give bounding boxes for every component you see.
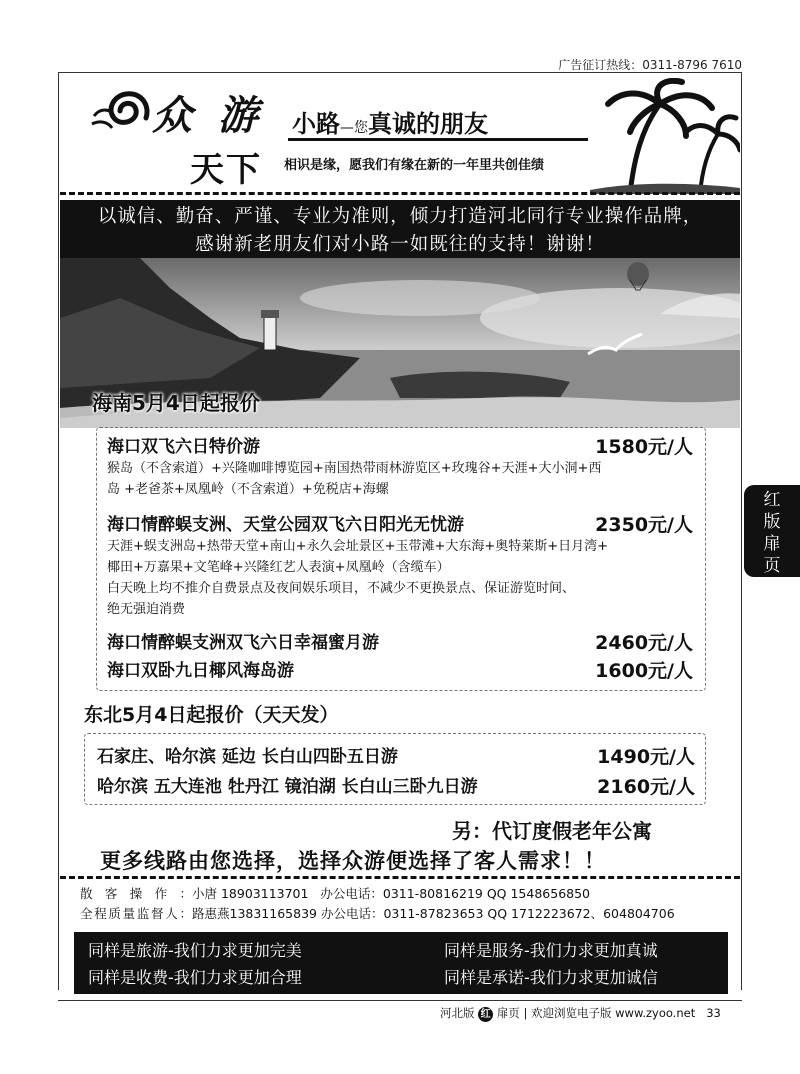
contact-person: 小唐 18903113701 [192,886,309,901]
page-number: 33 [706,1006,721,1020]
slogan-part1: 小路 [292,110,340,138]
route-price: 1580元/人 [595,436,693,458]
dongbei-heading: 东北5月4日起报价（天天发） [84,704,339,726]
contact-row [80,884,675,904]
extra-note: 另：代订度假老年公寓 [452,819,652,843]
office-phone: 0311-80816219 QQ 1548656850 [382,886,591,901]
promise-slogan: 同样是承诺-我们力求更加诚信 [444,968,658,987]
frame-top [58,72,742,73]
route-title: 海口双飞六日特价游 [107,437,260,457]
office-label: 办公电话： [320,906,384,921]
banner-line-1: 以诚信、勤奋、严谨、专业为准则，倾力打造河北同行专业操作品牌， [97,206,703,227]
palm-tree-icon [590,78,740,194]
office-phone: 0311-87823653 QQ 1712223672、604804706 [383,906,675,921]
route-price: 2460元/人 [595,632,693,654]
banner-line-2: 感谢新老朋友们对小路一如既往的支持！谢谢！ [195,234,605,255]
side-tab-char: 扉 [763,534,781,554]
contact-row [80,904,675,924]
frame-left [58,72,59,990]
side-tab-char: 红 [763,490,781,510]
slogan-part2: 真诚的朋友 [368,110,488,138]
contacts [80,884,675,924]
swirl-logo-icon [90,86,152,136]
route-title: 海口情醉蜈支洲双飞六日幸福蜜月游 [107,633,379,653]
route-detail: 椰田+万嘉果+文笔峰+兴隆红艺人表演+凤凰岭（含缆车） [107,560,450,575]
hainan-routes-box [96,427,706,691]
dongbei-routes-box [84,733,706,805]
footer-page-label: 扉页 [496,1006,520,1020]
header-divider [60,192,740,195]
route-detail: 天涯+蜈支洲岛+热带天堂+南山+永久会址景区+玉带滩+大东海+奥特莱斯+日月湾+ [107,539,609,554]
route-detail: 猴岛（不含索道）+兴隆咖啡博览园+南国热带雨林游览区+玫瑰谷+天涯+大小洞+西 [107,461,602,476]
route-detail: 岛 +老爸茶+凤凰岭（不含索道）+免税店+海螺 [107,482,389,497]
route-title: 海口情醉蜈支洲、天堂公园双飞六日阳光无忧游 [107,515,464,535]
more-routes-slogan: 更多线路由您选择，选择众游便选择了客人需求！！ [100,849,606,873]
route-title: 哈尔滨 五大连池 牡丹江 镜泊湖 长白山三卧九日游 [97,777,478,797]
route-price: 2160元/人 [597,776,695,798]
route-price: 1600元/人 [595,660,693,682]
frame-right [741,72,742,990]
promise-slogan: 同样是旅游-我们力求更加完美 [88,941,302,960]
route-title: 石家庄、哈尔滨 延边 长白山四卧五日游 [97,747,398,767]
contacts-divider [60,876,740,879]
ad-hotline: 广告征订热线：0311-8796 7610 [558,58,742,72]
brand-tianxia-text: 天下 [190,150,262,190]
contact-person: 路惠燕13831165839 [192,906,317,921]
footer-welcome: 欢迎浏览电子版 www.zyoo.net [531,1006,696,1020]
route-title: 海口双卧九日椰风海岛游 [107,661,294,681]
contact-label: 全程质量监督人： [80,906,192,921]
section-side-tab [744,485,800,577]
hainan-heading: 海南5月4日起报价 [92,391,260,415]
promise-slogan: 同样是收费-我们力求更加合理 [88,968,302,987]
header-subslogan: 相识是缘，愿我们有缘在新的一年里共创佳绩 [284,158,545,173]
page-footer: 河北版 红 扉页 | 欢迎浏览电子版 www.zyoo.net 33 [440,1006,721,1020]
header [60,74,740,194]
route-note: 白天晚上均不推介自费景点及夜间娱乐项目，不减少不更换景点、保证游览时间、 [107,581,576,596]
brand-logo-text: 众 游 [152,92,264,139]
footer-rule [58,1000,742,1001]
promise-slogan: 同样是服务-我们力求更加真诚 [444,941,658,960]
slogan-dash: —您 [340,120,368,136]
route-price: 2350元/人 [595,514,693,536]
red-badge-icon: 红 [478,1007,493,1022]
promise-slogans-box [74,932,728,994]
slogan-underline [288,138,588,141]
mission-banner [60,200,740,260]
footer-edition: 河北版 [440,1006,475,1020]
side-tab-char: 版 [763,512,781,532]
side-tab-char: 页 [763,556,781,576]
route-note: 绝无强迫消费 [107,602,186,617]
office-label: 办公电话： [320,886,383,901]
contact-label: 散客操作： [80,886,192,901]
header-slogan [292,104,488,139]
route-price: 1490元/人 [597,746,695,768]
